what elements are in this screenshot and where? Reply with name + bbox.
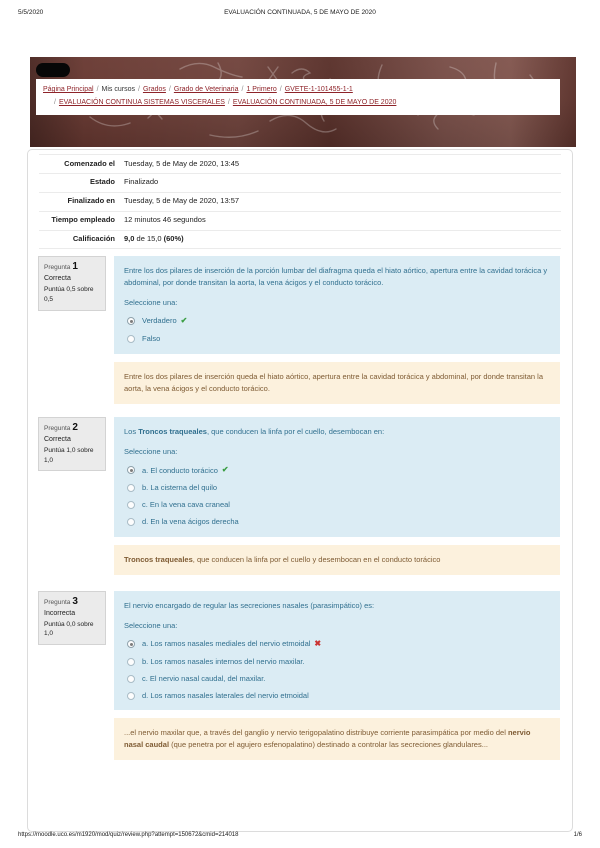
option-label[interactable]: d. Los ramos nasales laterales del nervio etmoidal <box>142 690 309 700</box>
option-label[interactable]: d. En la vena ácigos derecha <box>142 516 239 526</box>
attempt-summary-table <box>39 154 561 249</box>
table-row <box>39 174 561 193</box>
radio-selected-icon[interactable] <box>127 640 135 648</box>
breadcrumb-separator: / <box>138 86 140 93</box>
answer-option-b[interactable] <box>124 483 550 493</box>
radio-selected-icon[interactable] <box>127 466 135 474</box>
quiz-review-card <box>27 149 573 832</box>
print-header <box>18 9 582 19</box>
option-label[interactable]: c. En la vena cava craneal <box>142 500 230 510</box>
option-label[interactable]: b. La cisterna del quilo <box>142 483 218 493</box>
answer-option-d[interactable] <box>124 691 550 701</box>
breadcrumb-link-grado-veterinaria[interactable]: Grado de Veterinaria <box>173 86 239 93</box>
breadcrumb-separator: / <box>96 86 99 93</box>
summary-label: Tiempo empleado <box>51 215 115 225</box>
select-one-prompt: Seleccione una: <box>124 620 178 630</box>
question-number: 1 <box>72 261 78 273</box>
incorrect-cross-icon: ✖ <box>314 639 322 649</box>
feedback-text-part: (que penetra por el agujero esfenopalatino) destinado a controlar las secreciones glandulares... <box>169 740 488 750</box>
question-block-3 <box>38 591 560 761</box>
table-row-grade <box>39 231 561 250</box>
print-footer-page-number: 1/6 <box>573 832 582 838</box>
print-date: 5/5/2020 <box>18 9 44 16</box>
question-1-content <box>114 256 560 404</box>
option-label[interactable]: a. Los ramos nasales mediales del nervio etmoidal <box>142 639 311 649</box>
radio-unselected-icon[interactable] <box>127 484 135 492</box>
breadcrumb-item-mis-cursos: Mis cursos <box>101 86 135 93</box>
question-state: Correcta <box>44 435 71 443</box>
question-3-formulation <box>114 591 560 711</box>
question-grade: Puntúa 0,5 sobre 0,5 <box>44 286 94 304</box>
correct-check-icon: ✔ <box>221 465 229 475</box>
feedback-text-part-bold: nervio nasal caudal <box>124 728 531 750</box>
answer-option-c[interactable] <box>124 500 550 510</box>
feedback-text-part: , que conducen la linfa por el cuello y desembocan en el conducto torácico <box>192 554 441 564</box>
question-number: 3 <box>72 595 78 607</box>
question-2-info-box <box>38 417 106 472</box>
radio-unselected-icon[interactable] <box>127 518 135 526</box>
radio-unselected-icon[interactable] <box>127 658 135 666</box>
breadcrumb-row-2 <box>43 96 553 109</box>
radio-unselected-icon[interactable] <box>127 335 135 343</box>
correct-check-icon: ✔ <box>180 316 188 326</box>
summary-grade-value <box>124 234 561 245</box>
radio-selected-icon[interactable] <box>127 317 135 325</box>
feedback-text-part: Entre los dos pilares de inserción queda el hiato aórtico, apertura entre la cavidad torácica y abdominal, por donde transitan la aorta, la vena ácigos y el conducto torácico. <box>124 371 544 393</box>
summary-value: Tuesday, 5 de May de 2020, 13:57 <box>124 196 240 206</box>
answer-option-a[interactable] <box>124 638 550 650</box>
summary-value: Tuesday, 5 de May de 2020, 13:45 <box>124 158 240 168</box>
summary-value: 12 minutos 46 segundos <box>124 215 206 225</box>
select-one-prompt: Seleccione una: <box>124 447 178 457</box>
option-label[interactable]: b. Los ramos nasales internos del nervio maxilar. <box>142 657 305 667</box>
answer-option-b[interactable] <box>124 657 550 667</box>
question-text-part: Entre los dos pilares de inserción de la porción lumbar del diafragma queda el hiato aórtico, apertura entre la cavidad torácica y abdominal, por donde transitan la aorta, la vena ácigos y el conducto torácico. <box>124 266 548 287</box>
print-footer <box>18 832 582 841</box>
breadcrumb-link-grados[interactable]: Grados <box>142 86 166 93</box>
print-title: EVALUACIÓN CONTINUADA, 5 DE MAYO DE 2020 <box>224 9 376 16</box>
question-state: Incorrecta <box>44 609 76 617</box>
course-banner-image <box>30 57 576 147</box>
radio-unselected-icon[interactable] <box>127 675 135 683</box>
breadcrumb-separator: / <box>54 99 56 107</box>
option-label[interactable]: Verdadero <box>142 316 177 326</box>
option-label[interactable]: c. El nervio nasal caudal, del maxilar. <box>142 673 266 683</box>
question-grade: Puntúa 1,0 sobre 1,0 <box>44 446 94 464</box>
question-word: Pregunta <box>44 598 71 606</box>
question-text-part: , que conducen la linfa por el cuello, desembocan en: <box>206 426 385 436</box>
question-state: Correcta <box>44 275 71 283</box>
question-text-part: El nervio encargado de regular las secreciones nasales (parasimpático) es: <box>124 600 375 610</box>
option-label[interactable]: Falso <box>142 334 161 344</box>
option-label[interactable]: a. El conducto torácico <box>142 465 218 475</box>
table-row <box>39 154 561 174</box>
grade-percent: (60%) <box>163 234 184 243</box>
question-3-content <box>114 591 560 761</box>
question-2-formulation <box>114 417 560 537</box>
breadcrumb-link-course-code[interactable]: GVETE-1-101455-1-1 <box>284 86 353 93</box>
select-one-prompt: Seleccione una: <box>124 297 178 307</box>
question-1-feedback <box>114 362 560 404</box>
question-number: 2 <box>72 421 78 433</box>
questions-container <box>28 256 572 760</box>
answer-option-verdadero[interactable] <box>124 315 550 327</box>
question-2-feedback <box>114 545 560 575</box>
summary-label: Estado <box>89 177 115 187</box>
grade-points: 9,0 <box>124 234 135 243</box>
answer-option-falso[interactable] <box>124 334 550 344</box>
question-1-formulation <box>114 256 560 354</box>
question-block-2 <box>38 417 560 575</box>
question-3-info-box <box>38 591 106 646</box>
breadcrumb-row-1 <box>43 83 553 96</box>
breadcrumb-link-evaluacion-continua[interactable]: EVALUACIÓN CONTINUA SISTEMAS VISCERALES <box>58 99 225 107</box>
radio-unselected-icon[interactable] <box>127 692 135 700</box>
feedback-text-part: ...el nervio maxilar que, a través del ganglio y nervio terigopalatino distribuye corriente parasimpática por medio del <box>124 728 508 738</box>
table-row <box>39 212 561 231</box>
breadcrumb-separator: / <box>168 86 171 93</box>
question-word: Pregunta <box>44 264 71 272</box>
question-3-feedback <box>114 718 560 760</box>
answer-option-c[interactable] <box>124 674 550 684</box>
logo-redacted <box>36 63 70 77</box>
question-text-part-bold: Troncos traqueales <box>138 426 207 436</box>
summary-label: Comenzado el <box>64 158 115 168</box>
question-number-line <box>44 261 100 272</box>
grade-out-of: de 15,0 <box>134 234 164 243</box>
question-2-content <box>114 417 560 575</box>
breadcrumb <box>36 79 560 115</box>
question-text-part: Los <box>124 426 139 436</box>
breadcrumb-link-evaluacion-continuada[interactable]: EVALUACIÓN CONTINUADA, 5 DE MAYO DE 2020 <box>232 99 397 107</box>
answer-option-a[interactable] <box>124 464 550 476</box>
question-text <box>124 426 550 437</box>
feedback-text-part-bold: Troncos traqueales <box>124 554 193 564</box>
question-grade: Puntúa 0,0 sobre 1,0 <box>44 620 94 638</box>
summary-label: Calificación <box>72 234 115 243</box>
question-block-1 <box>38 256 560 404</box>
breadcrumb-link-pagina-principal[interactable]: Página Principal <box>43 86 94 93</box>
breadcrumb-separator: / <box>279 86 282 93</box>
answer-option-d[interactable] <box>124 517 550 527</box>
question-number-line <box>44 422 100 433</box>
radio-unselected-icon[interactable] <box>127 501 135 509</box>
question-text <box>124 600 550 611</box>
question-1-info-box <box>38 256 106 311</box>
breadcrumb-separator: / <box>227 99 230 107</box>
breadcrumb-link-1-primero[interactable]: 1 Primero <box>246 86 277 93</box>
summary-value: Finalizado <box>124 177 159 187</box>
question-word: Pregunta <box>44 424 71 432</box>
question-number-line <box>44 596 100 607</box>
table-row <box>39 193 561 212</box>
question-text <box>124 265 550 288</box>
summary-label: Finalizado en <box>67 196 115 206</box>
breadcrumb-separator: / <box>241 86 244 93</box>
print-footer-url: https://moodle.uco.es/m1920/mod/quiz/review.php?attempt=150672&cmid=214018 <box>18 832 239 838</box>
